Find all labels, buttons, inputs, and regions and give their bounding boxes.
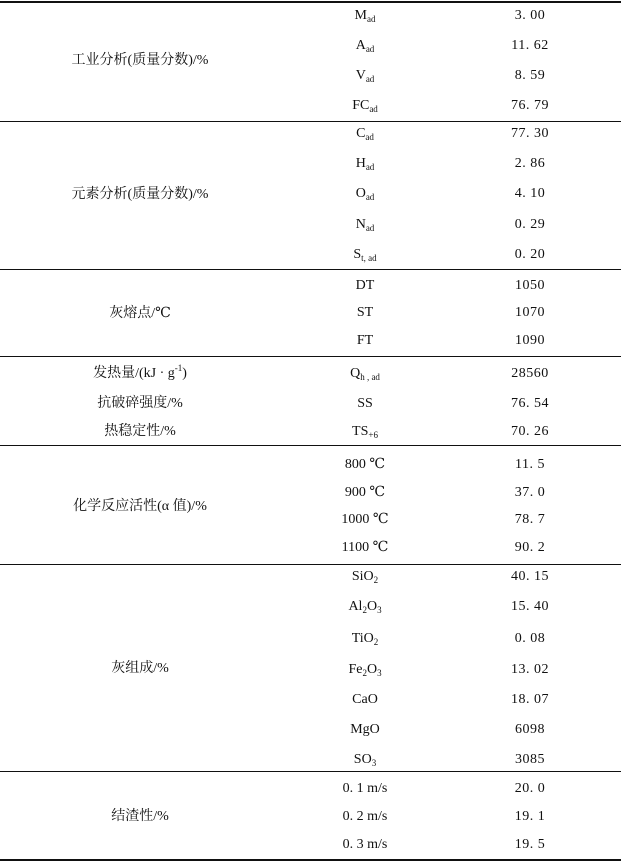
symbol-base: TS bbox=[352, 424, 369, 439]
symbol-base: SS bbox=[357, 396, 373, 411]
symbol-subscript: ad bbox=[366, 14, 376, 24]
symbol-base: Fe bbox=[348, 662, 363, 677]
item-symbol bbox=[300, 721, 430, 739]
item-value: 19. 1 bbox=[514, 809, 546, 824]
symbol-subscript: h , ad bbox=[360, 372, 380, 382]
symbol-base: H bbox=[355, 156, 366, 171]
item-value: 37. 0 bbox=[514, 485, 546, 500]
symbol-base: SO bbox=[353, 752, 372, 767]
symbol-subscript: 2 bbox=[373, 575, 379, 585]
table-rule bbox=[0, 356, 621, 357]
category-label: 元素分析(质量分数)/% bbox=[71, 186, 209, 202]
symbol-subscript: ad bbox=[365, 44, 375, 54]
item-value: 76. 79 bbox=[511, 98, 549, 113]
item-symbol bbox=[300, 67, 430, 85]
item-value: 0. 20 bbox=[514, 247, 546, 262]
item-value: 6098 bbox=[515, 722, 545, 737]
symbol-base: O bbox=[355, 186, 366, 201]
item-symbol bbox=[300, 155, 430, 173]
item-symbol bbox=[300, 568, 430, 586]
symbol-base: 0. 3 m/s bbox=[342, 837, 388, 852]
symbol-base: 800 ℃ bbox=[344, 457, 386, 472]
symbol-base: N bbox=[355, 217, 366, 232]
item-value: 90. 2 bbox=[514, 540, 546, 555]
label-superscript: -1 bbox=[174, 363, 183, 373]
item-symbol bbox=[300, 304, 430, 322]
table-rule bbox=[0, 1, 621, 3]
symbol-base: M bbox=[354, 8, 367, 23]
item-value: 40. 15 bbox=[511, 569, 549, 584]
symbol-base: FC bbox=[352, 98, 370, 113]
symbol-base: 0. 2 m/s bbox=[342, 809, 388, 824]
symbol-subscript: 2 bbox=[362, 668, 367, 678]
symbol-base: TiO bbox=[351, 631, 374, 646]
symbol-base: A bbox=[355, 38, 366, 53]
item-value: 2. 86 bbox=[514, 156, 546, 171]
label-suffix: ) bbox=[182, 366, 187, 381]
item-value: 0. 29 bbox=[514, 217, 546, 232]
symbol-base: O bbox=[366, 599, 378, 614]
item-symbol bbox=[300, 332, 430, 350]
item-value: 20. 0 bbox=[514, 781, 546, 796]
item-value: 70. 26 bbox=[511, 424, 549, 439]
item-symbol bbox=[300, 598, 430, 616]
symbol-subscript: ad bbox=[365, 223, 375, 233]
item-value: 28560 bbox=[511, 366, 549, 381]
symbol-base: DT bbox=[355, 278, 375, 293]
symbol-subscript: 2 bbox=[373, 637, 379, 647]
item-value: 15. 40 bbox=[511, 599, 549, 614]
item-symbol bbox=[300, 484, 430, 502]
item-symbol bbox=[300, 97, 430, 115]
symbol-subscript: 3 bbox=[371, 758, 377, 768]
symbol-base: S bbox=[353, 247, 362, 262]
table-rule bbox=[0, 859, 621, 861]
category-label: 灰熔点/℃ bbox=[109, 305, 171, 321]
item-value: 19. 5 bbox=[514, 837, 546, 852]
item-value: 11. 62 bbox=[511, 38, 549, 53]
category-label: 灰组成/% bbox=[111, 660, 169, 676]
symbol-subscript: 2 bbox=[362, 605, 367, 615]
symbol-subscript: ad bbox=[365, 74, 375, 84]
symbol-subscript: +6 bbox=[368, 430, 378, 440]
item-symbol bbox=[300, 836, 430, 854]
item-symbol bbox=[300, 511, 430, 529]
label-text: 抗破碎强度/% bbox=[97, 396, 183, 411]
symbol-base: 1000 ℃ bbox=[341, 512, 389, 527]
table-rule bbox=[0, 564, 621, 565]
item-symbol bbox=[300, 365, 430, 383]
category-label bbox=[0, 365, 280, 383]
item-symbol bbox=[300, 691, 430, 709]
symbol-base: CaO bbox=[352, 692, 378, 707]
item-value: 13. 02 bbox=[511, 662, 549, 677]
symbol-base: 0. 1 m/s bbox=[342, 781, 388, 796]
label-text: 发热量/(kJ · g bbox=[93, 366, 175, 381]
item-value: 3085 bbox=[515, 752, 545, 767]
symbol-base: C bbox=[356, 126, 366, 141]
item-symbol bbox=[300, 751, 430, 769]
item-value: 1090 bbox=[515, 333, 545, 348]
item-value: 3. 00 bbox=[514, 8, 546, 23]
symbol-base: Al bbox=[348, 599, 363, 614]
category-label: 化学反应活性(α 值)/% bbox=[73, 498, 207, 514]
table-rule bbox=[0, 121, 621, 122]
symbol-base: ST bbox=[356, 305, 374, 320]
item-symbol bbox=[300, 539, 430, 557]
label-text: 热稳定性/% bbox=[104, 424, 176, 439]
table-rule bbox=[0, 771, 621, 772]
symbol-base: FT bbox=[356, 333, 374, 348]
item-symbol bbox=[300, 7, 430, 25]
item-value: 77. 30 bbox=[511, 126, 549, 141]
item-symbol bbox=[300, 423, 430, 441]
symbol-base: 1100 ℃ bbox=[341, 540, 389, 555]
symbol-subscript: t, ad bbox=[361, 253, 377, 263]
category-label: 结渣性/% bbox=[111, 809, 169, 824]
item-value: 1070 bbox=[515, 305, 545, 320]
symbol-subscript: 3 bbox=[377, 605, 382, 615]
symbol-subscript: ad bbox=[365, 132, 374, 142]
item-value: 4. 10 bbox=[514, 186, 546, 201]
item-symbol bbox=[300, 185, 430, 203]
category-label bbox=[0, 423, 280, 441]
table-rule bbox=[0, 269, 621, 270]
item-symbol bbox=[300, 216, 430, 234]
symbol-subscript: ad bbox=[365, 162, 375, 172]
item-value: 11. 5 bbox=[515, 457, 545, 472]
item-symbol bbox=[300, 125, 430, 143]
item-symbol bbox=[300, 37, 430, 55]
symbol-base: V bbox=[355, 68, 366, 83]
category-label: 工业分析(质量分数)/% bbox=[71, 53, 209, 68]
item-symbol bbox=[300, 630, 430, 648]
item-symbol bbox=[300, 808, 430, 826]
item-value: 78. 7 bbox=[514, 512, 546, 527]
item-value: 18. 07 bbox=[511, 692, 549, 707]
item-symbol bbox=[300, 277, 430, 295]
item-value: 0. 08 bbox=[514, 631, 546, 646]
symbol-subscript: ad bbox=[365, 192, 375, 202]
item-symbol bbox=[300, 780, 430, 798]
symbol-subscript: ad bbox=[369, 104, 378, 114]
item-symbol bbox=[300, 456, 430, 474]
item-symbol bbox=[300, 661, 430, 679]
table-rule bbox=[0, 445, 621, 446]
symbol-base: 900 ℃ bbox=[344, 485, 386, 500]
item-symbol bbox=[300, 246, 430, 264]
symbol-base: O bbox=[366, 662, 378, 677]
symbol-base: Q bbox=[350, 366, 361, 381]
symbol-base: MgO bbox=[350, 722, 380, 737]
item-value: 76. 54 bbox=[511, 396, 549, 411]
item-value: 8. 59 bbox=[514, 68, 546, 83]
item-value: 1050 bbox=[515, 278, 545, 293]
item-symbol bbox=[300, 395, 430, 413]
symbol-base: SiO bbox=[351, 569, 374, 584]
category-label bbox=[0, 395, 280, 413]
symbol-subscript: 3 bbox=[377, 668, 382, 678]
